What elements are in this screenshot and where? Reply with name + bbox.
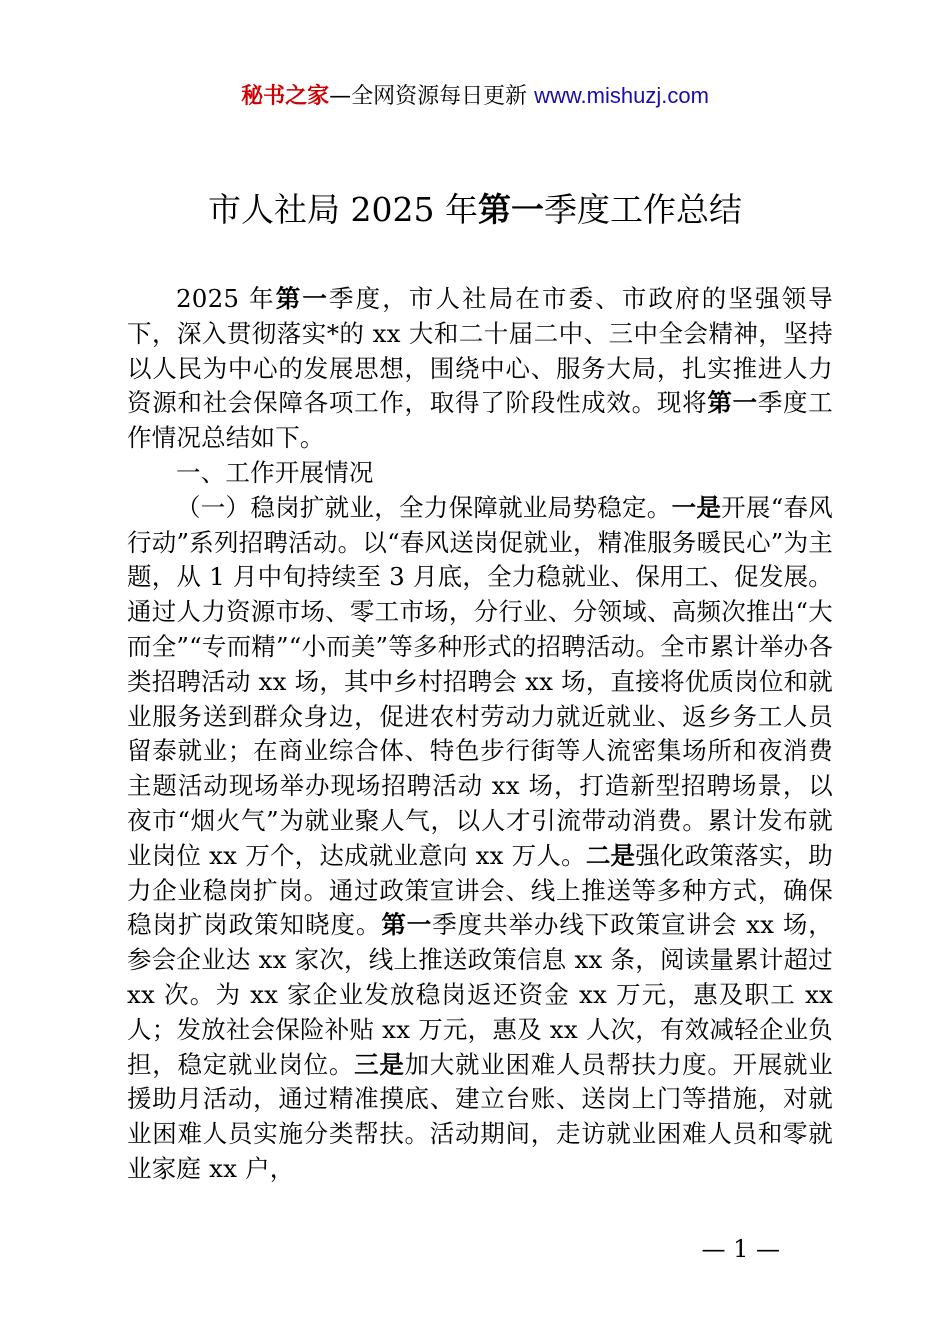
page-number: — 1 — [701,1235,780,1263]
text-run: 开展“春风行动”系列招聘活动。以“春风送岗促就业，精准服务暖民心”为主题，从 1 月中旬持续至 3 月底，全力稳就业、保用工、促发展。通过人力资源市场、零工市场，分行业、分领域、高频次推出“大而全”“专而精”“小而美”等多种形式的招聘活动。全市累计举办各类招聘活动 xx 场，其中乡村招聘会 xx 场，直接将优质岗位和就业服务送到群众身边，促进农村劳动力就近就业、返乡务工人员留泰就业；在商业综合体、特色步行街等人流密集场所和夜消费主题活动现场举办现场招聘活动 xx 场，打造新型招聘场景，以夜市“烟火气”为就业聚人气，以人才引流带动消费。累计发布就业岗位 xx 万个，达成就业意向 xx 万人。 [127,492,833,870]
bold-run: 二是 [585,840,636,870]
document-body [127,282,833,1187]
site-header [0,80,950,113]
bold-run: 第一 [381,910,433,940]
site-brand: 秘书之家 [241,84,330,109]
title-part: 季度工作总结 [543,190,742,229]
text-run: 2025 年 [176,284,276,313]
text-run: 季度工作情况总结如下。 [127,388,833,453]
site-tagline: —全网资源每日更新 [329,84,528,109]
title-bold-part: 第一 [477,190,544,229]
intro-paragraph [127,282,833,456]
section-heading: 一、工作开展情况 [176,457,374,487]
document-title [0,188,950,232]
text-run: （一）稳岗扩就业，全力保障就业局势稳定。 [176,492,672,522]
bold-run: 第一 [707,388,758,418]
site-url-link[interactable]: www.mishuzj.com [534,83,709,108]
bold-run: 一是 [671,492,722,522]
text-run: 季度共举办线下政策宣讲会 xx 场，参会企业达 xx 家次，线上推送政策信息 xx 条，阅读量累计超过 xx 次。为 xx 家企业发放稳岗返还资金 xx 万元，惠及职工 xx 人；发放社会保险补贴 xx 万元，惠及 xx 人次，有效减轻企业负担，稳定就业岗位。 [127,910,834,1079]
section-paragraph [127,491,833,1187]
text-run: 加大就业困难人员帮扶力度。开展就业援助月活动，通过精准摸底、建立台账、送岗上门等措施，对就业困难人员实施分类帮扶。活动期间，走访就业困难人员和零就业家庭 xx 户， [127,1049,833,1183]
title-part: 市人社局 2025 年 [208,190,478,229]
bold-run: 三是 [354,1049,405,1079]
text-run: 季度，市人社局在市委、市政府的坚强领导下，深入贯彻落实*的 xx 大和二十届二中、三中全会精神，坚持以人民为中心的发展思想，围绕中心、服务大局，扎实推进人力资源和社会保障各项工作，取得了阶段性成效。现将 [127,284,833,418]
text-run: 强化政策落实，助力企业稳岗扩岗。通过政策宣讲会、线上推送等多种方式，确保稳岗扩岗政策知晓度。 [127,840,833,940]
bold-run: 第一 [275,284,329,313]
